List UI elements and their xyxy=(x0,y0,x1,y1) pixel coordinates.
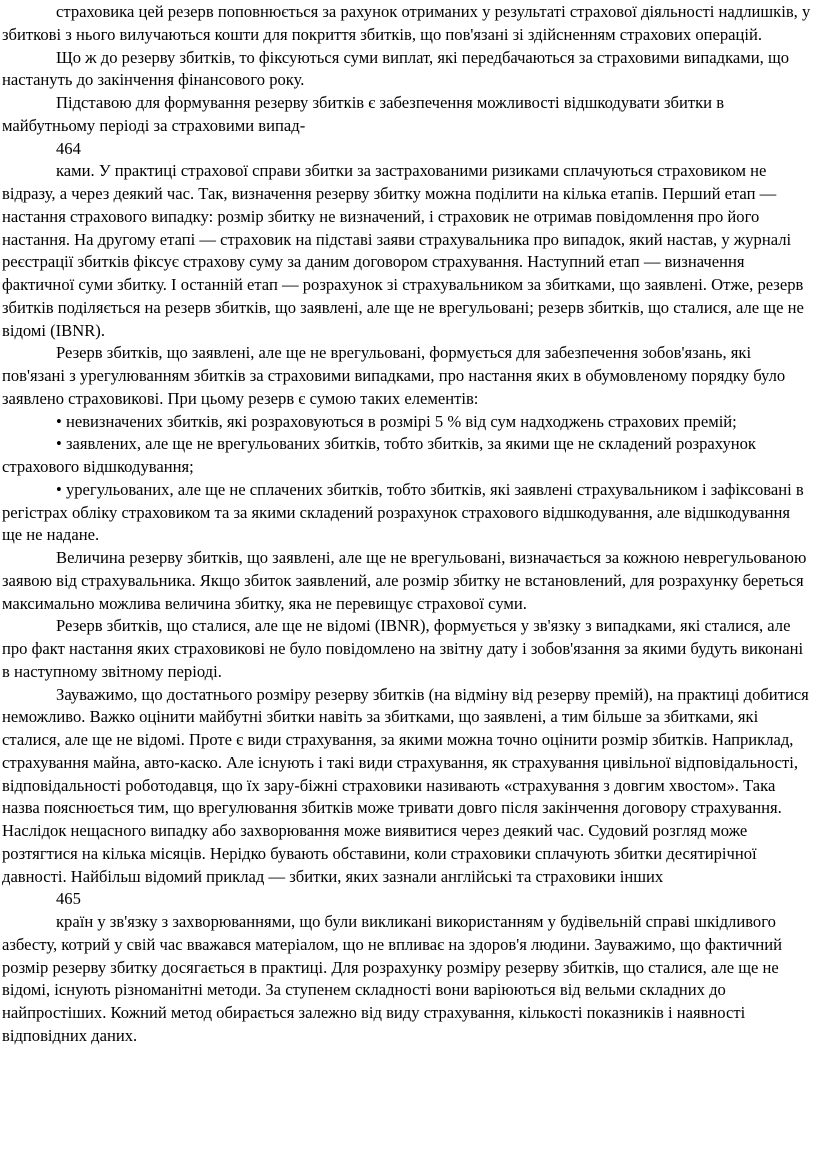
list-item-reported-losses: • заявлених, але ще не врегульованих збитків, тобто збитків, за якими ще не складений розрахунок страхового відшкодування; xyxy=(2,434,756,476)
list-item-undetermined-losses: • невизначених збитків, які розраховуються в розмірі 5 % від сум надходжень страхових премій; xyxy=(56,411,737,431)
paragraph-reserve-replenishment: страховика цей резерв поповнюється за рахунок отриманих у результаті страхової діяльності надлишків, у збиткові з нього вилучаються кошти для покриття збитків, що пов'язані зі здійсненням страхових операцій. xyxy=(2,2,811,44)
paragraph-reserve-amount: Величина резерву збитків, що заявлені, але ще не врегульовані, визначається за кожною неврегульованою заявою від страхувальника. Якщо збиток заявлений, але розмір збитку не встановлений, для розрахунку береться максимально можлива величина збитку, яка не перевищує страхової суми. xyxy=(2,548,807,613)
paragraph-loss-reserve-sums: Що ж до резерву збитків, то фіксуються суми виплат, які передбачаються за страховими випадками, що настануть до закінчення фінансового року. xyxy=(2,47,790,90)
paragraph-reserve-adequacy: Зауважимо, що достатнього розміру резерву збитків (на відміну від резерву премій), на практиці добитися неможливо. Важко оцінити майбутні збитки навіть за збитками, що заявлені, а тим більше за збитками, які сталися, але ще не відомі. Проте є види страхування, за якими можна точно оцінити розмір збитків. Наприклад, страхування майна, авто-каско. Але існують і такі види страхування, як страхування цивільної відповідальності, відповідальності роботодавця, що їх зару-біжні страховики називають «страхування з довгим хвостом». Така назва пояснюється тим, що врегулювання збитків може тривати довго після закінчення договору страхування. Наслідок нещасного випадку або захворювання може виявитися через деякий час. Судовий розгляд може розтягтися на кілька місяців. Нерідко бувають обставини, коли страховики сплачують збитки десятирічної давності. Найбільш відомий приклад — збитки, яких зазнали англійські та страховики інших xyxy=(2,684,809,886)
paragraph-asbestos-methods: країн у зв'язку з захворюваннями, що були викликані використанням у будівельній справі шкідливого азбесту, котрий у свій час вважався матеріалом, що не впливає на здоров'я людини. Зауважимо, що фактичний розмір резерву збитку досягається в практиці. Для розрахунку розміру резерву збитків, що сталися, але ще не відомі, існують різноманітні методи. За ступенем складності вони варіюються від вельми складних до найпростіших. Кожний метод обирається залежно від виду страхування, кількості показників і наявності відповідних даних. xyxy=(2,912,783,1045)
page-number-465: 465 xyxy=(56,889,81,909)
paragraph-ibnr-reserve: Резерв збитків, що сталися, але ще не відомі (IBNR), формується у зв'язку з випадками, які сталися, але про факт настання яких страховикові не було повідомлено на звітну дату і зобов'язання за якими будуть виконані в наступному звітному періоді. xyxy=(2,616,804,681)
list-item-settled-unpaid-losses: • урегульованих, але ще не сплачених збитків, тобто збитків, які заявлені страхувальником і зафіксовані в регістрах обліку страховиком та за якими складений розрахунок страхового відшкодування, але відшкодування ще не надане. xyxy=(2,479,804,545)
page-number-464: 464 xyxy=(56,138,81,158)
paragraph-reported-not-settled: Резерв збитків, що заявлені, але ще не врегульовані, формується для забезпечення зобов'язань, які пов'язані з урегулюванням збитків за страховими випадками, про настання яких в обумовленому порядку було заявлено страховикові. При цьому резерв є сумою таких елементів: xyxy=(2,343,786,408)
paragraph-loss-reserve-basis: Підставою для формування резерву збитків є забезпечення можливості відшкодувати збитки в майбутньому періоді за страховими випад- xyxy=(2,93,725,135)
paragraph-loss-reserve-stages: ками. У практиці страхової справи збитки за застрахованими ризиками сплачуються страховиком не відразу, а через деякий час. Так, визначення резерву збитку можна поділити на кілька етапів. Перший етап — настання страхового випадку: розмір збитку не визначений, і страховик не отримав повідомлення про його настання. На другому етапі — страховик на підставі заяви страхувальника про випадок, який настав, у журналі реєстрації збитків фіксує страхову суму за даним договором страхування. Наступний етап — визначення фактичної суми збитку. І останній етап — розрахунок зі страхувальником за збитками, що заявлені. Отже, резерв збитків поділяється на резерв збитків, що заявлені, але ще не врегульовані; резерв збитків, що сталися, але ще не відомі (IBNR). xyxy=(2,161,804,340)
